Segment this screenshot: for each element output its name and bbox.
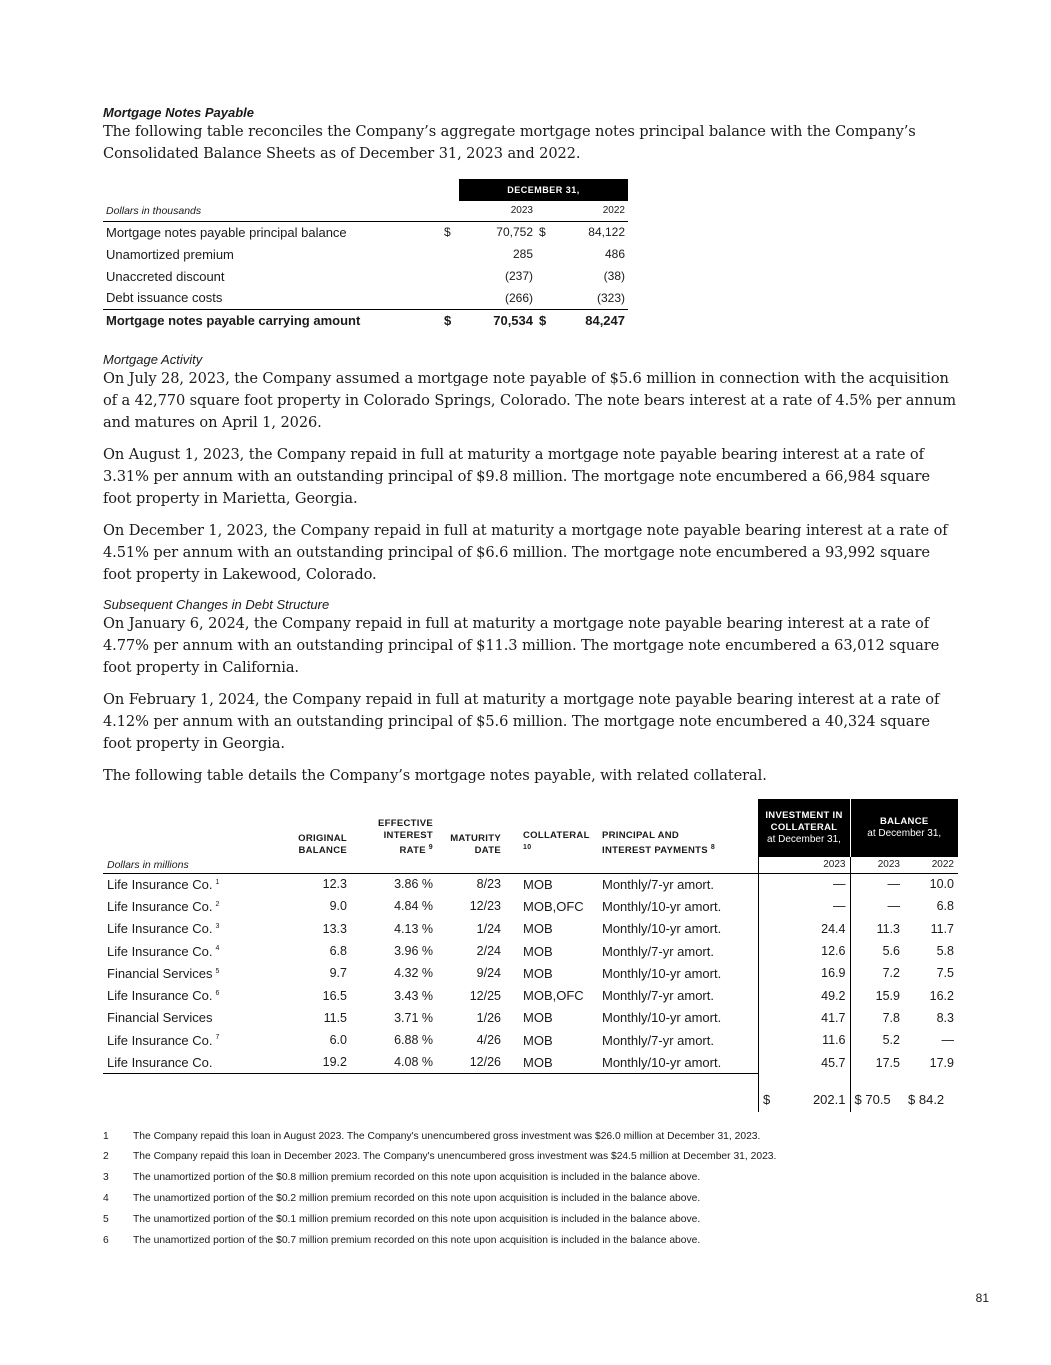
footnote-text: The unamortized portion of the $0.2 million premium recorded on this note upon acquisition is included in the balance above.: [133, 1192, 701, 1204]
footnote-marker: 1: [215, 878, 220, 886]
collateral-header: COLLATERAL: [523, 829, 590, 841]
original-balance: 6.0: [329, 1033, 347, 1048]
currency-symbol: [536, 287, 550, 309]
currency-symbol: $: [539, 225, 546, 240]
december-31-header: DECEMBER 31,: [459, 179, 628, 201]
footnote-number: 1: [103, 1130, 109, 1142]
currency-symbol: $: [908, 1092, 916, 1108]
footnote-item: [103, 1188, 958, 1209]
original-balance: 13.3: [322, 921, 347, 936]
lender-cell: [103, 1029, 273, 1051]
collateral-type: MOB: [523, 965, 553, 981]
collateral-type: MOB,OFC: [523, 898, 584, 914]
footnote-text: The unamortized portion of the $0.7 million premium recorded on this note upon acquisition is included in the balance above.: [133, 1234, 701, 1246]
maturity-date: 1/24: [476, 921, 501, 936]
original-header-1: ORIGINAL: [298, 833, 347, 844]
unit-label: Dollars in millions: [103, 857, 273, 873]
lender-name: Life Insurance Co.: [107, 921, 213, 937]
maturity-header-1: MATURITY: [450, 833, 501, 844]
footnote-item: [103, 1126, 958, 1147]
collateral-type: MOB: [523, 1010, 553, 1026]
balance-row: [103, 243, 628, 265]
footnote-number: 6: [103, 1234, 109, 1246]
maturity-date: 8/23: [476, 877, 501, 892]
maturity-date: 12/23: [469, 899, 501, 914]
balance-2022: 6.8: [936, 899, 954, 914]
lender-cell: [103, 873, 273, 895]
value-2022: (323): [596, 290, 625, 305]
row-label: Unaccreted discount: [106, 268, 225, 284]
maturity-header-2: DATE: [474, 845, 501, 856]
lender-cell: [103, 984, 273, 1006]
lender-name: Financial Services: [107, 1010, 213, 1026]
row-label: Debt issuance costs: [106, 290, 223, 306]
balance-2022: —: [941, 1033, 954, 1048]
value-2023: (266): [504, 290, 533, 305]
currency-symbol: $: [854, 1092, 862, 1108]
currency-symbol: $: [763, 1092, 771, 1108]
currency-symbol: [441, 287, 459, 309]
payment-terms: Monthly/7-yr amort.: [602, 1032, 714, 1048]
balance-2023: 5.2: [850, 1029, 904, 1051]
total-balance-2023: 70.5: [865, 1092, 891, 1108]
investment-2023: 11.6: [758, 1029, 850, 1051]
total-investment: 202.1: [812, 1092, 846, 1108]
footnote-marker: 2: [215, 900, 220, 908]
activity-paragraph-1: On July 28, 2023, the Company assumed a mortgage note payable of $5.6 million in connection with the acquisition of a 42,770 square foot property in Colorado Springs, Colorado. The note bears interest at a rate of 4.5% per annum and matures on April 1, 2026.: [103, 370, 957, 431]
footnote-number: 2: [103, 1151, 109, 1163]
investment-header-2: COLLATERAL: [770, 822, 838, 833]
interest-rate: 3.86 %: [394, 877, 433, 892]
interest-rate: 6.88 %: [394, 1033, 433, 1048]
balance-row: [103, 265, 628, 287]
balance-header-2: at December 31,: [867, 828, 942, 839]
balance-2023: 17.5: [850, 1051, 904, 1073]
lender-name: Life Insurance Co.: [107, 943, 213, 959]
maturity-date: 12/25: [469, 988, 501, 1003]
year-2023-header: 2023: [459, 201, 536, 221]
footnote-marker: 6: [215, 989, 220, 997]
payment-terms: Monthly/7-yr amort.: [602, 988, 714, 1004]
investment-header-1: INVESTMENT IN: [765, 810, 843, 821]
currency-symbol: $: [441, 309, 459, 331]
value-2022: 486: [604, 247, 625, 261]
original-balance: 16.5: [322, 988, 347, 1003]
investment-2023: 16.9: [758, 962, 850, 984]
investment-2023: —: [758, 895, 850, 917]
balance-2022: 10.0: [929, 877, 954, 892]
balance-2022-header: 2022: [904, 857, 958, 873]
balance-2023: 15.9: [850, 984, 904, 1006]
table-row: [103, 873, 958, 895]
lender-name: Life Insurance Co.: [107, 876, 213, 892]
investment-2023: —: [758, 873, 850, 895]
balance-header-1: BALANCE: [879, 816, 929, 827]
balance-2023: 5.6: [850, 940, 904, 962]
payment-terms: Monthly/10-yr amort.: [602, 965, 722, 981]
interest-rate: 3.71 %: [394, 1010, 433, 1025]
payments-header-1: PRINCIPAL AND: [602, 829, 680, 841]
rate-header-3: RATE: [399, 845, 426, 856]
unit-label: Dollars in thousands: [103, 201, 441, 221]
footnote-text: The unamortized portion of the $0.1 million premium recorded on this note upon acquisition is included in the balance above.: [133, 1213, 701, 1225]
lender-cell: [103, 895, 273, 917]
currency-symbol: [441, 243, 459, 265]
payments-header-2: INTEREST PAYMENTS: [602, 845, 708, 856]
value-2023: 285: [512, 247, 533, 261]
lender-name: Life Insurance Co.: [107, 1054, 213, 1070]
footnote-item: [103, 1146, 958, 1167]
payment-terms: Monthly/10-yr amort.: [602, 921, 722, 937]
balance-row: [103, 221, 628, 243]
footnote-text: The Company repaid this loan in August 2023. The Company's unencumbered gross investment was $26.0 million at December 31, 2023.: [133, 1130, 761, 1142]
maturity-date: 4/26: [476, 1033, 501, 1048]
footnote-number: 5: [103, 1213, 109, 1225]
balance-2023: 11.3: [850, 918, 904, 940]
maturity-date: 2/24: [476, 944, 501, 959]
table-intro-paragraph: The following table details the Company’s mortgage notes payable, with related collateral.: [103, 767, 767, 784]
footnote-text: The Company repaid this loan in December 2023. The Company's unencumbered gross investment was $24.5 million at December 31, 2023.: [133, 1151, 777, 1163]
mortgage-notes-table: [103, 799, 958, 1112]
payment-terms: Monthly/7-yr amort.: [602, 943, 714, 959]
table-total-row: [103, 1088, 958, 1112]
maturity-date: 9/24: [476, 966, 501, 981]
investment-2023: 24.4: [758, 918, 850, 940]
maturity-date: 1/26: [476, 1010, 501, 1025]
balance-2022: 7.5: [936, 966, 954, 981]
investment-header-3: at December 31,: [767, 834, 841, 845]
interest-rate: 4.84 %: [394, 899, 433, 914]
total-balance-2022: 84.2: [918, 1092, 945, 1108]
footnote-number: 4: [103, 1192, 109, 1204]
subsequent-paragraph-1: On January 6, 2024, the Company repaid in full at maturity a mortgage note payable bearing interest at a rate of 4.77% per annum with an outstanding principal of $11.3 million. The mortgage note encumbered a 63,012 square foot property in California.: [103, 615, 940, 676]
intro-paragraph: The following table reconciles the Company’s aggregate mortgage notes principal balance with the Company’s Consolidated Balance Sheets as of December 31, 2023 and 2022.: [103, 123, 916, 162]
lender-name: Life Insurance Co.: [107, 988, 213, 1004]
row-label: Mortgage notes payable principal balance: [106, 224, 347, 240]
investment-2023: 49.2: [758, 984, 850, 1006]
interest-rate: 4.32 %: [394, 966, 433, 981]
currency-symbol: [536, 243, 550, 265]
balance-2022: 11.7: [930, 921, 954, 936]
rate-header-1: EFFECTIVE: [378, 817, 433, 829]
row-label: Unamortized premium: [106, 246, 234, 262]
value-2023: 70,752: [496, 225, 533, 240]
collateral-type: MOB: [523, 1032, 553, 1048]
footnote-marker: 10: [523, 843, 532, 851]
reconciliation-table: [103, 179, 628, 331]
lender-name: Life Insurance Co.: [107, 1032, 213, 1048]
table-row: [103, 1029, 958, 1051]
payment-terms: Monthly/7-yr amort.: [602, 876, 714, 892]
table-row: [103, 962, 958, 984]
subsequent-paragraph-2: On February 1, 2024, the Company repaid in full at maturity a mortgage note payable bearing interest at a rate of 4.12% per annum with an outstanding principal of $5.6 million. The mortgage note encumbered a 40,324 square foot property in Georgia.: [103, 691, 940, 752]
rate-header-2: INTEREST: [383, 829, 433, 841]
payment-terms: Monthly/10-yr amort.: [602, 1054, 722, 1070]
page-content: [103, 104, 958, 1250]
balance-2023: 7.2: [850, 962, 904, 984]
table-row: [103, 1007, 958, 1029]
row-label: Mortgage notes payable carrying amount: [103, 309, 441, 331]
lender-cell: [103, 1007, 273, 1029]
balance-2022: 17.9: [929, 1055, 954, 1070]
section-heading-mortgage-notes: Mortgage Notes Payable: [103, 105, 254, 120]
page-number: 81: [975, 1291, 989, 1305]
footnotes: [103, 1126, 958, 1251]
investment-2023: 12.6: [758, 940, 850, 962]
value-2022: 84,247: [550, 309, 628, 331]
footnote-item: [103, 1209, 958, 1230]
table-row: [103, 940, 958, 962]
value-2022: 84,122: [588, 225, 625, 240]
year-2022-header: 2022: [550, 201, 628, 221]
original-header-2: BALANCE: [298, 845, 347, 856]
investment-2023: 41.7: [758, 1007, 850, 1029]
collateral-type: MOB: [523, 1054, 553, 1070]
currency-symbol: $: [444, 225, 451, 240]
interest-rate: 4.13 %: [394, 921, 433, 936]
balance-2023: 7.8: [850, 1007, 904, 1029]
footnote-number: 3: [103, 1172, 109, 1184]
value-2022: (38): [603, 269, 625, 283]
collateral-type: MOB,OFC: [523, 988, 584, 1004]
footnote-marker: 8: [710, 843, 716, 851]
footnote-text: The unamortized portion of the $0.8 million premium recorded on this note upon acquisition is included in the balance above.: [133, 1172, 701, 1184]
activity-paragraph-3: On December 1, 2023, the Company repaid in full at maturity a mortgage note payable bearing interest at a rate of 4.51% per annum with an outstanding principal of $6.6 million. The mortgage note encumbered a 93,992 square foot property in Lakewood, Colorado.: [103, 522, 948, 583]
balance-2022: 8.3: [936, 1010, 954, 1025]
original-balance: 11.5: [323, 1010, 347, 1025]
value-2023: (237): [504, 269, 533, 283]
carrying-amount-row: [103, 309, 628, 331]
footnote-marker: 7: [215, 1034, 220, 1042]
interest-rate: 3.96 %: [394, 944, 433, 959]
original-balance: 9.0: [329, 899, 347, 914]
footnote-marker: 4: [215, 945, 220, 953]
table-row: [103, 918, 958, 940]
footnote-marker: 3: [215, 922, 220, 930]
lender-cell: [103, 962, 273, 984]
table-row: [103, 895, 958, 917]
footnote-item: [103, 1230, 958, 1251]
interest-rate: 4.08 %: [394, 1055, 433, 1070]
investment-2023: 45.7: [758, 1051, 850, 1073]
maturity-date: 12/26: [469, 1055, 501, 1070]
collateral-type: MOB: [523, 943, 553, 959]
payment-terms: Monthly/10-yr amort.: [602, 898, 722, 914]
activity-paragraph-2: On August 1, 2023, the Company repaid in full at maturity a mortgage note payable bearing interest at a rate of 3.31% per annum with an outstanding principal of $9.8 million. The mortgage note encumbered a 66,984 square foot property in Marietta, Georgia.: [103, 446, 930, 507]
investment-year-header: 2023: [758, 857, 850, 873]
original-balance: 19.2: [322, 1055, 347, 1070]
balance-2022: 16.2: [929, 988, 954, 1003]
collateral-type: MOB: [523, 876, 553, 892]
footnote-marker: 5: [215, 967, 220, 975]
section-heading-mortgage-activity: Mortgage Activity: [103, 352, 203, 367]
lender-name: Financial Services: [107, 965, 213, 981]
original-balance: 6.8: [329, 944, 347, 959]
payment-terms: Monthly/10-yr amort.: [602, 1010, 722, 1026]
balance-2023-header: 2023: [850, 857, 904, 873]
lender-cell: [103, 918, 273, 940]
balance-2023: —: [850, 873, 904, 895]
original-balance: 12.3: [322, 877, 347, 892]
table-row: [103, 1051, 958, 1073]
currency-symbol: $: [536, 309, 550, 331]
lender-name: Life Insurance Co.: [107, 898, 213, 914]
table-row: [103, 984, 958, 1006]
balance-2023: —: [850, 895, 904, 917]
interest-rate: 3.43 %: [394, 988, 433, 1003]
balance-row: [103, 287, 628, 309]
currency-symbol: [441, 265, 459, 287]
footnote-marker: 9: [428, 843, 433, 851]
footnote-item: [103, 1167, 958, 1188]
section-heading-subsequent-changes: Subsequent Changes in Debt Structure: [103, 597, 330, 612]
original-balance: 9.7: [329, 966, 347, 981]
balance-2022: 5.8: [936, 944, 954, 959]
collateral-type: MOB: [523, 921, 553, 937]
lender-cell: [103, 940, 273, 962]
value-2023: 70,534: [459, 309, 536, 331]
lender-cell: [103, 1051, 273, 1073]
currency-symbol: [536, 265, 550, 287]
